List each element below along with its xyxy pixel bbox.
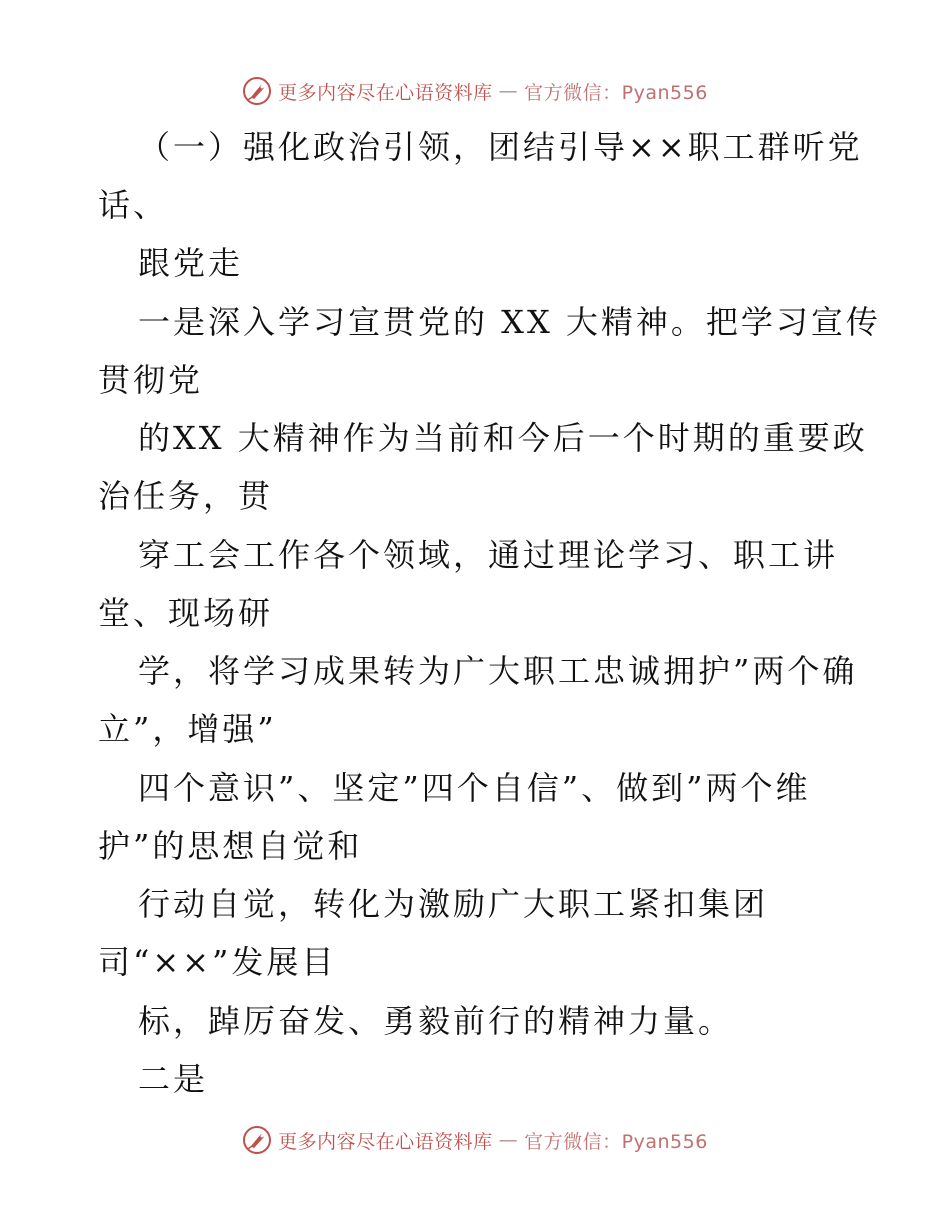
watermark-brand-text: 更多内容尽在心语资料库 <box>278 1130 493 1153</box>
text-line: 的XX 大精神作为当前和今后一个时期的重要政 <box>138 419 868 457</box>
watermark-brand-text: 更多内容尽在心语资料库 <box>278 81 493 104</box>
pen-nib-logo-icon <box>242 1125 272 1155</box>
text-line: 贯彻党 <box>98 361 204 399</box>
text-line: 学，将学习成果转为广大职工忠诚拥护”两个确 <box>138 652 858 690</box>
text-line: 话、 <box>98 186 169 224</box>
text-line: 立”，增强” <box>98 710 277 748</box>
text-line: 一是深入学习宣贯党的 XX 大精神。把学习宣传 <box>138 303 881 341</box>
watermark-header <box>0 71 950 111</box>
watermark-separator: — <box>498 80 519 102</box>
text-line: 行动自觉，转化为激励广大职工紧扣集团 <box>138 885 769 923</box>
text-line: 跟党走 <box>138 244 244 282</box>
text-line: 四个意识”、坚定”四个自信”、做到”两个维 <box>138 769 811 807</box>
text-line: 治任务，贯 <box>98 477 274 515</box>
text-line: 标，踔厉奋发、勇毅前行的精神力量。 <box>138 1002 734 1040</box>
text-line: 护”的思想自觉和 <box>98 827 363 865</box>
watermark-separator: — <box>498 1129 519 1151</box>
text-line: （一）强化政治引领，团结引导××职工群听党 <box>138 128 863 166</box>
watermark-wechat-text: 官方微信：Pyan556 <box>524 81 708 104</box>
pen-nib-logo-icon <box>242 76 272 106</box>
text-line: 堂、现场研 <box>98 594 274 632</box>
watermark-footer <box>0 1120 950 1160</box>
text-line: 二是 <box>138 1060 209 1098</box>
watermark-wechat-text: 官方微信：Pyan556 <box>524 1130 708 1153</box>
text-line: 穿工会工作各个领域，通过理论学习、职工讲 <box>138 536 839 574</box>
text-line: 司“××”发展目 <box>98 943 337 981</box>
